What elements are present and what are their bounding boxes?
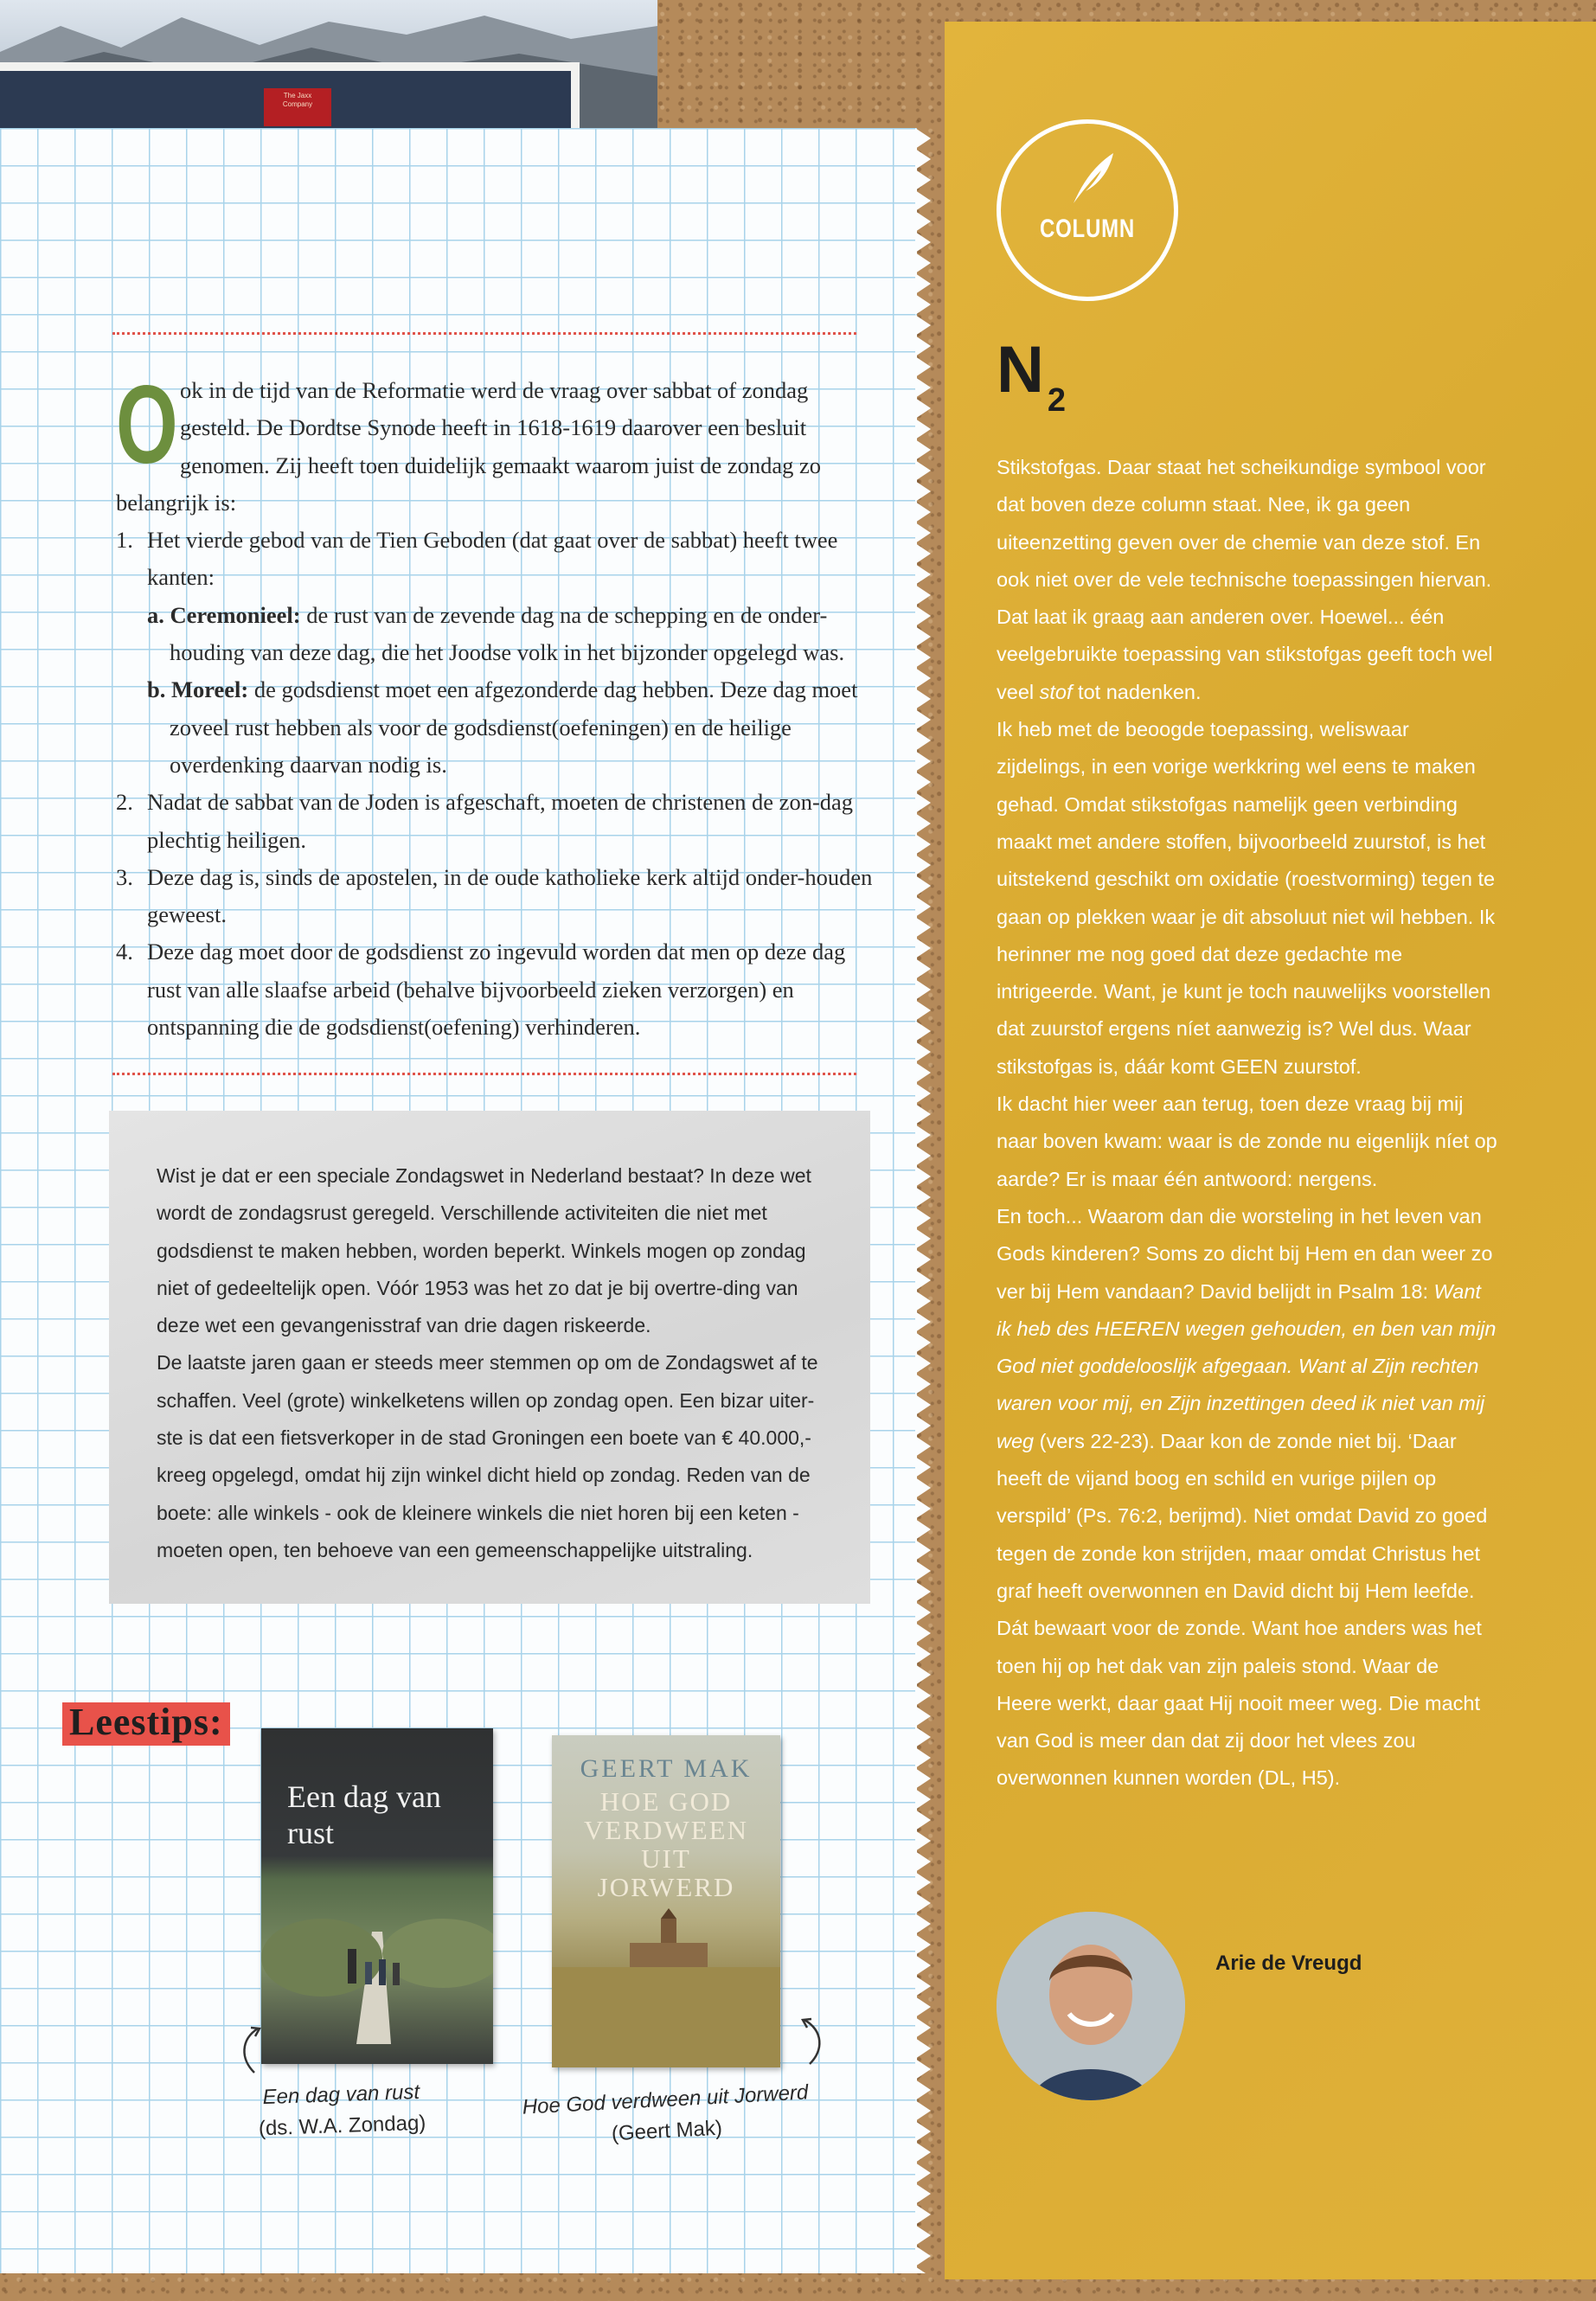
book-cover-hoe-god-verdween[interactable] — [552, 1735, 780, 2067]
book-cover-illustration — [261, 1914, 493, 2044]
caption-title: Een dag van rust — [262, 2080, 420, 2110]
sub-item-moreel — [147, 671, 877, 784]
column-italic: Want ik heb des HEEREN wegen gehouden, en ben van mijn God niet goddelooslijk afgegaan. Want al Zijn rechten waren voor mij, en Zijn inzettingen deed ik niet van mij weg — [997, 1279, 1497, 1452]
sub-item-ceremonieel — [147, 597, 877, 672]
column-paragraph — [997, 449, 1498, 711]
list-item — [116, 859, 877, 934]
list-item — [116, 784, 877, 859]
numbered-list — [116, 522, 877, 1046]
column-text: En toch... Waarom dan die worsteling in het leven van Gods kinderen? Soms zo dicht bij Hem en dan weer zo ver bij Hem vandaan? David belijdt in Psalm 18: — [997, 1204, 1493, 1303]
list-number: 3. — [116, 863, 133, 890]
column-paragraph: Ik dacht hier weer aan terug, toen deze vraag bij mij naar boven kwam: waar is de zonde nu eigenlijk níet op aarde? Er is maar één antwoord: nergens. — [997, 1093, 1497, 1190]
leestips-heading: Leestips: — [62, 1702, 230, 1746]
divider-bottom — [112, 1073, 856, 1075]
infobox-paragraph: Wist je dat er een speciale Zondagswet in Nederland bestaat? In deze wet wordt de zondagsrust geregeld. Verschillende activiteiten die niet met godsdienst te maken hebben, worden beperkt. Winkels mogen op zondag niet of gedeeltelijk open. Vóór 1953 was het zo dat je bij overtre-ding van deze wet een gevangenisstraf van drie dagen riskeerde. — [157, 1164, 811, 1337]
infobox-paragraph: De laatste jaren gaan er steeds meer stemmen op om de Zondagswet af te schaffen. Veel (grote) winkelketens willen op zondag open. Een bizar uiter-ste is dat een fietsverkoper in de stad Groningen een boete van € 40.000,- kreeg opgelegd, omdat hij zijn winkel dicht hield op zondag. Reden van de boete: alle winkels - ook de kleinere winkels die niet horen bij een keten - moeten open, ten behoeve van een gemeenschappelijke uitstraling. — [157, 1351, 818, 1561]
paper-torn-edge — [915, 128, 933, 2273]
sub-label: a. Ceremonieel: — [147, 601, 301, 628]
column-text: (vers 22-23). Daar kon de zonde niet bij. ‘Daar heeft de vijand boog en schild en vurige pijlen op verspild’ (Ps. 76:2, berijmd). Niet omdat David zo goed tegen de zonde kon strijden, maar omdat Christus het graf heeft overwonnen en David dicht bij Hem leefde. Dát bewaart voor de zonde. Want hoe anders was het toen hij op het dak van zijn paleis stond. Waar de Heere werkt, daar gaat Hij nooit meer weg. Die macht van God is meer dan dat zij door het vlees zou overwonnen kunnen worden (DL, H5). — [997, 1429, 1488, 1790]
author-avatar — [997, 1912, 1185, 2100]
book-cover-een-dag-van-rust[interactable] — [261, 1728, 493, 2064]
drop-cap: O — [116, 363, 178, 487]
column-badge — [997, 119, 1178, 301]
intro-paragraph: ok in de tijd van de Reformatie werd de vraag over sabbat of zondag gesteld. De Dordtse Synode heeft in 1618-1619 daarover een besluit genomen. Zij heeft toen duidelijk gemaakt waarom juist de zondag zo belangrijk is: — [116, 377, 822, 516]
shop-sign — [264, 88, 331, 126]
symbol-letter: N — [997, 333, 1044, 407]
chemical-symbol — [997, 333, 1067, 419]
column-paragraph: Ik heb met de beoogde toepassing, weliswaar zijdelings, in een vorige werkkring wel eens te maken gehad. Omdat stikstofgas namelijk geen verbinding maakt met andere stoffen, bijvoorbeeld zuurstof, is het uitstekend geschikt om oxidatie (roestvorming) tegen te gaan op plekken waar je dit absoluut niet wil hebben. Ik herinner me nog goed dat deze gedachte me intrigeerde. Want, je kunt je toch nauwelijks voorstellen dat zuurstof ergens níet aanwezig is? Wel dus. Waar stikstofgas is, dáár komt GEEN zuurstof. — [997, 718, 1496, 1078]
author-portrait — [997, 1912, 1185, 2100]
column-italic: stof — [1039, 680, 1073, 703]
arrow-right-icon — [796, 2016, 830, 2067]
list-item — [116, 933, 877, 1046]
sub-text: de godsdienst moet een afgezonderde dag hebben. Deze dag moet zoveel rust hebben als voor de godsdienst(oefeningen) en de heilige overdenking daarvan nodig is. — [170, 676, 858, 778]
list-number: 1. — [116, 527, 133, 554]
column-text: Stikstofgas. Daar staat het scheikundige symbool voor dat boven deze column staat. Nee, ik ga geen uiteenzetting geven over de chemie van deze stof. En ook niet over de vele technische toepassingen hiervan. Dat laat ik graag aan anderen over. Hoewel... één veelgebruikte toepassing van stikstofgas geeft toch wel veel — [997, 456, 1493, 703]
feather-icon — [1067, 150, 1118, 207]
column-label: COLUMN — [1039, 215, 1136, 243]
list-text: Deze dag is, sinds de apostelen, in de oude katholieke kerk altijd onder-houden geweest. — [147, 863, 873, 928]
caption-author: (ds. W.A. Zondag) — [258, 2111, 426, 2141]
sub-text: de rust van de zevende dag na de schepping en de onder-houding van deze dag, die het Joodse volk in het bijzonder opgelegd was. — [170, 601, 845, 666]
book-cover-church — [552, 1908, 780, 2067]
main-article — [116, 363, 877, 1046]
column-body — [997, 449, 1498, 1798]
list-text: Deze dag moet door de godsdienst zo ingevuld worden dat men op deze dag rust van alle slaafse arbeid (behalve bijvoorbeeld zieken verzorgen) en ontspanning die de godsdienst(oefening) verhinderen. — [147, 939, 846, 1041]
list-item — [116, 522, 877, 784]
book-cover-title: Een dag van rust — [287, 1779, 441, 1850]
zondagswet-infobox — [109, 1111, 870, 1604]
sub-label: b. Moreel: — [147, 676, 249, 703]
caption-title: Hoe God verdween uit Jorwerd — [522, 2080, 809, 2119]
divider-top — [112, 332, 856, 335]
list-number: 2. — [116, 789, 133, 816]
column-paragraph — [997, 1198, 1498, 1798]
shop-sign-text: The Jaxx Company — [282, 92, 313, 108]
caption-author: (Geert Mak) — [611, 2116, 723, 2146]
symbol-subscript: 2 — [1047, 382, 1067, 419]
book-cover-author: GEERT MAK — [580, 1754, 753, 1783]
list-number: 4. — [116, 939, 133, 965]
author-name: Arie de Vreugd — [1215, 1952, 1362, 1975]
caption-book1 — [233, 2076, 451, 2146]
book-cover-title: HOE GOD VERDWEEN UIT JORWERD — [584, 1786, 748, 1902]
list-text: Het vierde gebod van de Tien Geboden (dat gaat over de sabbat) heeft twee kanten: — [147, 527, 838, 591]
column-text: tot nadenken. — [1072, 680, 1202, 703]
list-text: Nadat de sabbat van de Joden is afgeschaft, moeten de christenen de zon-dag plechtig heiligen. — [147, 789, 854, 853]
arrow-left-icon — [234, 2024, 268, 2076]
